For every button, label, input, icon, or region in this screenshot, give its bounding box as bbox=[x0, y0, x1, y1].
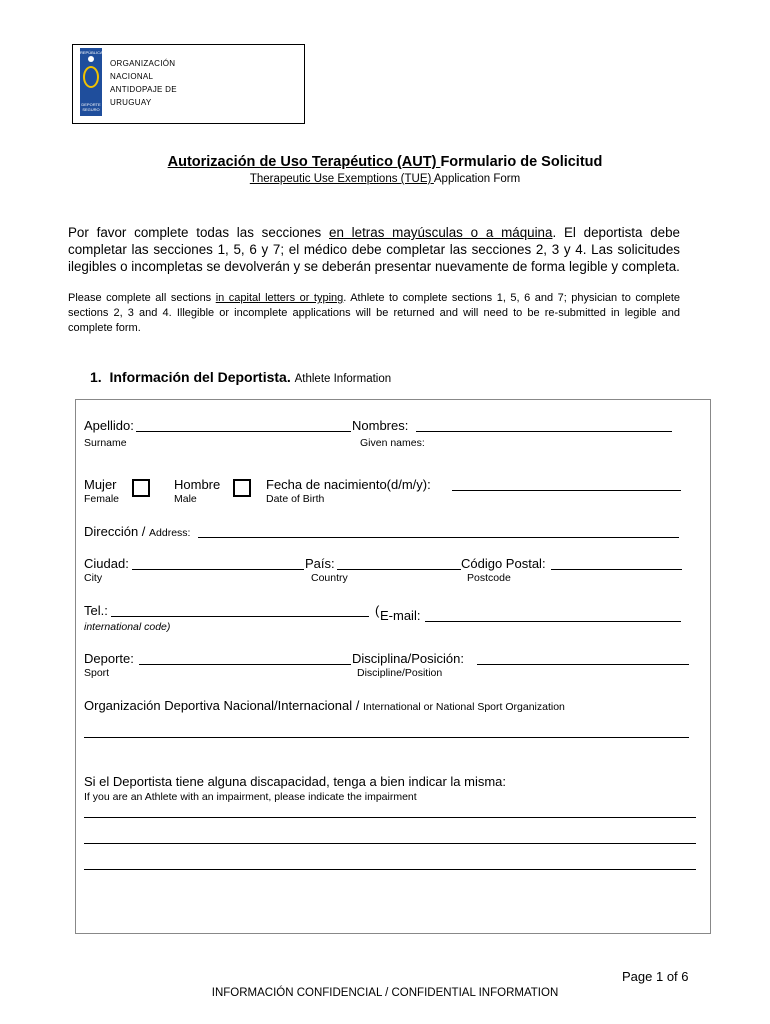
city-label: Ciudad: bbox=[84, 556, 129, 571]
intro-en-part1: Please complete all sections bbox=[68, 292, 216, 304]
dob-field[interactable] bbox=[452, 490, 681, 491]
sport-organization-field[interactable] bbox=[84, 737, 689, 738]
logo-org-line4: URUGUAY bbox=[110, 98, 152, 107]
impairment-field-line-2[interactable] bbox=[84, 843, 696, 844]
title-spanish bbox=[0, 154, 770, 170]
section-title: Información del Deportista. bbox=[109, 369, 291, 385]
tel-note-text: international code bbox=[84, 621, 167, 633]
title-es-underlined: Autorización de Uso Terapéutico (AUT) bbox=[167, 154, 441, 170]
tel-note-open: ( bbox=[375, 603, 380, 618]
intro-es-part1: Por favor complete todas las secciones bbox=[68, 225, 329, 240]
intro-es-underlined: en letras mayúsculas o a máquina bbox=[329, 225, 553, 240]
tel-field[interactable] bbox=[111, 616, 369, 617]
sport-organization-label-es: Organización Deportiva Nacional/Internacional / bbox=[84, 698, 363, 713]
title-en-underlined: Therapeutic Use Exemptions (TUE) bbox=[249, 173, 434, 185]
emblem-ring-icon bbox=[83, 66, 99, 88]
sport-label: Deporte: bbox=[84, 651, 134, 666]
impairment-label-en: If you are an Athlete with an impairment, please indicate the impairment bbox=[84, 791, 417, 803]
section-subtitle: Athlete Information bbox=[294, 373, 392, 385]
intro-spanish bbox=[68, 224, 680, 275]
address-label bbox=[84, 524, 190, 539]
logo-emblem bbox=[80, 48, 102, 116]
discipline-label-en: Discipline/Position bbox=[357, 667, 443, 679]
intro-english bbox=[68, 291, 680, 336]
impairment-field-line-1[interactable] bbox=[84, 817, 696, 818]
section-1-heading bbox=[90, 369, 391, 385]
postal-code-label-en: Postcode bbox=[467, 572, 511, 584]
city-field[interactable] bbox=[132, 569, 304, 570]
sport-organization-label-en: International or National Sport Organization bbox=[362, 701, 565, 713]
female-checkbox[interactable] bbox=[132, 479, 150, 497]
intro-en-part2: . Athlete to complete sections 1, 5, 6 and 7; physician to complete sections 2, 3 and 4. Illegible or incomplete applications will be returned and will need to be re-submitted in legible and complete form. bbox=[68, 292, 680, 334]
tel-note bbox=[84, 621, 170, 633]
surname-label: Apellido: bbox=[84, 418, 134, 433]
postal-code-label: Código Postal: bbox=[461, 556, 546, 571]
postal-code-field[interactable] bbox=[551, 569, 682, 570]
female-label: Mujer bbox=[84, 477, 117, 492]
sport-field[interactable] bbox=[139, 664, 351, 665]
sport-organization-label bbox=[84, 698, 565, 713]
emblem-text-bottom: DEPORTE SEGURO bbox=[81, 102, 101, 112]
given-names-field[interactable] bbox=[416, 431, 672, 432]
given-names-label: Nombres: bbox=[352, 418, 409, 433]
logo-org-line1: ORGANIZACIÓN bbox=[110, 59, 176, 68]
male-label: Hombre bbox=[174, 477, 221, 492]
tel-label: Tel.: bbox=[84, 603, 108, 618]
section-number: 1. bbox=[90, 369, 102, 385]
emblem-text-top: REPÚBLICA bbox=[80, 50, 103, 55]
country-field[interactable] bbox=[337, 569, 461, 570]
page-number: Page 1 of 6 bbox=[622, 969, 689, 984]
emblem-dot bbox=[88, 56, 94, 62]
logo-org-line2: NACIONAL bbox=[110, 72, 154, 81]
male-label-en: Male bbox=[174, 493, 197, 505]
given-names-label-en: Given names: bbox=[360, 437, 425, 449]
title-es-rest: Formulario de Solicitud bbox=[440, 154, 603, 170]
dob-label-en: Date of Birth bbox=[266, 493, 325, 505]
discipline-field[interactable] bbox=[477, 664, 689, 665]
tel-note-close: ) bbox=[166, 621, 171, 633]
address-field[interactable] bbox=[198, 537, 679, 538]
female-label-en: Female bbox=[84, 493, 120, 505]
logo-box bbox=[72, 44, 305, 124]
country-label-en: Country bbox=[311, 572, 348, 584]
country-label: País: bbox=[305, 556, 335, 571]
male-checkbox[interactable] bbox=[233, 479, 251, 497]
email-field[interactable] bbox=[425, 621, 681, 622]
impairment-field-line-3[interactable] bbox=[84, 869, 696, 870]
intro-es-part2: . El deportista debe completar las secciones 1, 5, 6 y 7; el médico debe completar las secciones 2, 3 y 4. Las solicitudes ilegibles o incompletas se devolverán y se deberán presentar nuevamente de forma legible y completa. bbox=[68, 225, 681, 274]
dob-label: Fecha de nacimiento(d/m/y): bbox=[266, 477, 431, 492]
address-label-es: Dirección / bbox=[84, 524, 150, 539]
surname-label-en: Surname bbox=[84, 437, 127, 449]
logo-org-line3: ANTIDOPAJE DE bbox=[110, 85, 177, 94]
email-label: E-mail: bbox=[380, 608, 421, 623]
title-en-rest: Application Form bbox=[433, 173, 521, 185]
sport-label-en: Sport bbox=[84, 667, 110, 679]
address-label-en: Address: bbox=[149, 527, 191, 539]
discipline-label: Disciplina/Posición: bbox=[352, 651, 464, 666]
city-label-en: City bbox=[84, 572, 103, 584]
surname-field[interactable] bbox=[136, 431, 351, 432]
intro-en-underlined: in capital letters or typing bbox=[215, 292, 344, 304]
impairment-label: Si el Deportista tiene alguna discapacidad, tenga a bien indicar la misma: bbox=[84, 774, 507, 789]
confidential-footer: INFORMACIÓN CONFIDENCIAL / CONFIDENTIAL INFORMATION bbox=[211, 987, 559, 999]
title-english bbox=[0, 173, 770, 185]
